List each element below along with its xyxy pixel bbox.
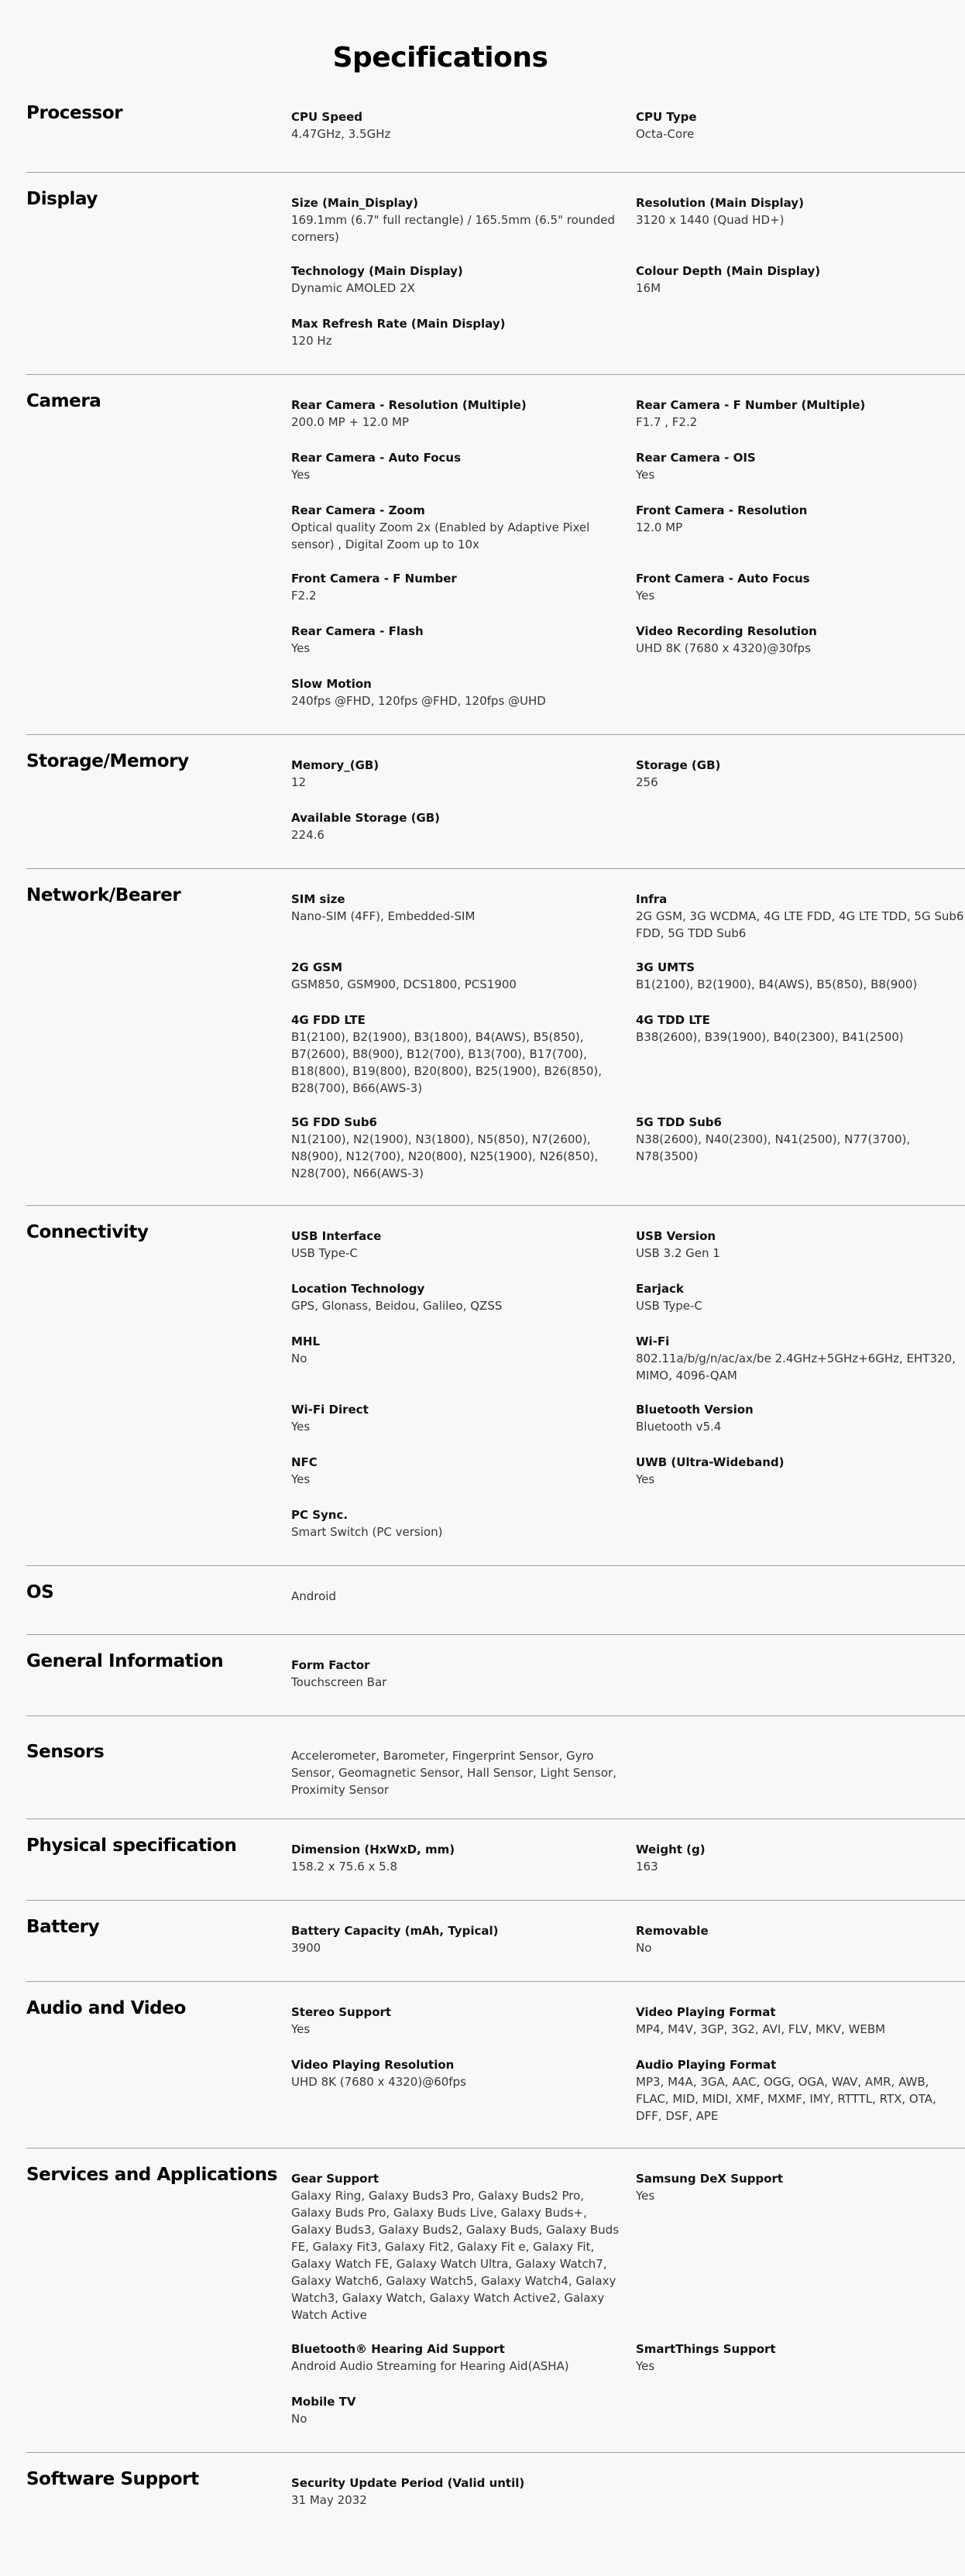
spec-label: Memory_(GB)	[291, 758, 379, 772]
spec-value: 4.47GHz, 3.5GHz	[291, 127, 391, 141]
spec-item	[291, 959, 636, 994]
spec-item	[636, 757, 965, 792]
spec-value: UHD 8K (7680 x 4320)@30fps	[636, 641, 811, 655]
spec-grid	[291, 1819, 965, 1900]
spec-section-services	[26, 2148, 965, 2452]
spec-item	[291, 1333, 636, 1384]
spec-label: Slow Motion	[291, 677, 372, 691]
spec-label: Infra	[636, 892, 668, 906]
section-title: Connectivity	[26, 1222, 149, 1242]
spec-item	[636, 959, 965, 994]
spec-label: Location Technology	[291, 1282, 425, 1296]
spec-section-software	[26, 2452, 965, 2533]
spec-item	[291, 757, 636, 792]
spec-grid	[291, 173, 965, 374]
spec-label: Removable	[636, 1924, 709, 1938]
spec-item	[636, 1228, 965, 1263]
spec-item	[291, 623, 636, 658]
spec-label: 3G UMTS	[636, 960, 695, 974]
spec-item	[291, 315, 636, 351]
spec-value: 3900	[291, 1941, 321, 1955]
spec-label: Video Playing Format	[636, 2005, 776, 2019]
spec-label: Rear Camera - Zoom	[291, 503, 425, 517]
spec-value: 31 May 2032	[291, 2493, 367, 2507]
section-title: Display	[26, 189, 98, 209]
spec-label: 2G GSM	[291, 960, 343, 974]
spec-label: USB Version	[636, 1229, 716, 1243]
spec-grid	[291, 735, 965, 868]
spec-grid	[291, 74, 965, 172]
spec-label: Samsung DeX Support	[636, 2172, 784, 2186]
spec-label: Dimension (HxWxD, mm)	[291, 1843, 455, 1856]
spec-label: Technology (Main Display)	[291, 264, 463, 278]
spec-value: 256	[636, 775, 658, 789]
spec-section-general	[26, 1634, 965, 1716]
spec-item	[636, 1280, 965, 1316]
spec-label: Rear Camera - Auto Focus	[291, 451, 462, 465]
spec-label: Wi-Fi	[636, 1334, 670, 1348]
section-title: Audio and Video	[26, 1998, 186, 2018]
spec-label: Rear Camera - OIS	[636, 451, 756, 465]
spec-label: Audio Playing Format	[636, 2058, 777, 2072]
spec-item	[291, 2056, 636, 2124]
spec-item	[291, 2475, 636, 2510]
spec-item	[636, 2056, 965, 2124]
spec-label: Bluetooth® Hearing Aid Support	[291, 2342, 505, 2356]
spec-section-audio_video	[26, 1981, 965, 2148]
spec-label: Mobile TV	[291, 2395, 356, 2409]
spec-value: MP4, M4V, 3GP, 3G2, AVI, FLV, MKV, WEBM	[636, 2022, 886, 2036]
spec-value: Yes	[291, 468, 311, 482]
spec-value: 163	[636, 1860, 658, 1874]
spec-item	[291, 1747, 636, 1798]
spec-value: Android	[291, 1589, 336, 1603]
spec-label: Video Recording Resolution	[636, 624, 817, 638]
spec-section-sensors	[26, 1716, 965, 1819]
spec-label: Gear Support	[291, 2172, 379, 2186]
section-title: Processor	[26, 103, 123, 123]
spec-grid	[291, 1716, 965, 1819]
spec-item	[291, 809, 636, 845]
section-title: Network/Bearer	[26, 885, 181, 905]
spec-value: USB Type-C	[291, 1246, 358, 1260]
spec-value: Yes	[291, 1472, 311, 1486]
spec-value: UHD 8K (7680 x 4320)@60fps	[291, 2075, 466, 2089]
spec-item	[636, 397, 965, 432]
spec-value: Yes	[636, 589, 655, 603]
spec-label: Front Camera - F Number	[291, 572, 457, 586]
spec-item	[291, 675, 636, 711]
spec-item	[291, 2341, 636, 2376]
spec-label: CPU Speed	[291, 110, 363, 124]
spec-value: Yes	[291, 641, 311, 655]
spec-item	[291, 1012, 636, 1097]
spec-label: Rear Camera - Flash	[291, 624, 424, 638]
spec-grid	[291, 375, 965, 734]
spec-item	[636, 194, 965, 246]
spec-item	[636, 2341, 965, 2376]
spec-value: Bluetooth v5.4	[636, 1420, 722, 1434]
spec-section-storage	[26, 734, 965, 868]
spec-item	[291, 502, 636, 553]
spec-item	[636, 570, 965, 606]
spec-grid	[291, 1635, 965, 1716]
spec-label: Wi-Fi Direct	[291, 1403, 369, 1417]
spec-item	[291, 1841, 636, 1877]
spec-label: Stereo Support	[291, 2005, 392, 2019]
spec-value: No	[291, 1352, 307, 1365]
spec-label: 4G TDD LTE	[636, 1013, 710, 1027]
spec-grid	[291, 1901, 965, 1981]
spec-label: Bluetooth Version	[636, 1403, 754, 1417]
spec-label: Available Storage (GB)	[291, 811, 441, 825]
spec-label: Video Playing Resolution	[291, 2058, 455, 2072]
section-title: Software Support	[26, 2469, 199, 2489]
spec-label: SIM size	[291, 892, 345, 906]
spec-item	[291, 1657, 636, 1692]
spec-section-physical	[26, 1819, 965, 1900]
spec-grid	[291, 2148, 965, 2452]
spec-value: GSM850, GSM900, DCS1800, PCS1900	[291, 977, 517, 991]
spec-item	[291, 1454, 636, 1489]
spec-item	[291, 1401, 636, 1437]
spec-value: 3120 x 1440 (Quad HD+)	[636, 213, 785, 227]
spec-grid	[291, 2453, 965, 2533]
spec-value: MP3, M4A, 3GA, AAC, OGG, OGA, WAV, AMR, AWB, FLAC, MID, MIDI, XMF, MXMF, IMY, RTTTL, RTX, OTA, DFF, DSF, APE	[636, 2075, 936, 2123]
spec-label: CPU Type	[636, 110, 697, 124]
spec-value: GPS, Glonass, Beidou, Galileo, QZSS	[291, 1299, 503, 1313]
spec-item	[291, 263, 636, 298]
spec-item	[291, 1228, 636, 1263]
spec-item	[636, 449, 965, 485]
spec-value: Yes	[291, 2022, 311, 2036]
spec-section-camera	[26, 374, 965, 734]
spec-value: N38(2600), N40(2300), N41(2500), N77(3700), N78(3500)	[636, 1132, 911, 1163]
section-title: Sensors	[26, 1742, 105, 1762]
spec-value: USB Type-C	[636, 1299, 702, 1313]
spec-value: Accelerometer, Barometer, Fingerprint Sensor, Gyro Sensor, Geomagnetic Sensor, Hall Sensor, Light Sensor, Proximity Sensor	[291, 1749, 616, 1797]
spec-item	[636, 108, 965, 144]
spec-label: MHL	[291, 1334, 321, 1348]
spec-item	[291, 449, 636, 485]
spec-item	[291, 1506, 636, 1542]
section-title: OS	[26, 1582, 54, 1602]
spec-label: Resolution (Main Display)	[636, 196, 804, 210]
spec-value: Smart Switch (PC version)	[291, 1525, 443, 1539]
spec-item	[291, 570, 636, 606]
spec-section-os	[26, 1565, 965, 1634]
spec-value: 224.6	[291, 828, 325, 842]
spec-label: Rear Camera - Resolution (Multiple)	[291, 398, 527, 412]
spec-label: 5G FDD Sub6	[291, 1115, 377, 1129]
spec-grid	[291, 1566, 965, 1634]
spec-item	[636, 891, 965, 942]
spec-section-battery	[26, 1900, 965, 1981]
spec-value: Android Audio Streaming for Hearing Aid(ASHA)	[291, 2359, 569, 2373]
spec-value: Yes	[636, 1472, 655, 1486]
spec-item	[291, 1588, 636, 1623]
spec-label: Size (Main_Display)	[291, 196, 418, 210]
spec-value: Optical quality Zoom 2x (Enabled by Adaptive Pixel sensor) , Digital Zoom up to 10x	[291, 520, 590, 551]
spec-label: USB Interface	[291, 1229, 382, 1243]
spec-label: SmartThings Support	[636, 2342, 776, 2356]
spec-value: 158.2 x 75.6 x 5.8	[291, 1860, 398, 1874]
spec-value: N1(2100), N2(1900), N3(1800), N5(850), N7(2600), N8(900), N12(700), N20(800), N25(1900), N26(850), N28(700), N66(AWS-3)	[291, 1132, 599, 1180]
spec-grid	[291, 1982, 965, 2148]
spec-value: 2G GSM, 3G WCDMA, 4G LTE FDD, 4G LTE TDD, 5G Sub6 FDD, 5G TDD Sub6	[636, 909, 964, 940]
spec-value: Yes	[291, 1420, 311, 1434]
spec-item	[291, 1114, 636, 1182]
spec-item	[291, 1280, 636, 1316]
spec-label: Security Update Period (Valid until)	[291, 2476, 525, 2490]
spec-item	[636, 1114, 965, 1182]
spec-grid	[291, 1206, 965, 1565]
spec-item	[291, 891, 636, 942]
spec-label: Front Camera - Resolution	[636, 503, 808, 517]
spec-label: NFC	[291, 1455, 318, 1469]
spec-value: 240fps @FHD, 120fps @FHD, 120fps @UHD	[291, 694, 546, 708]
spec-value: 12	[291, 775, 307, 789]
spec-item	[291, 194, 636, 246]
spec-item	[636, 1012, 965, 1097]
spec-value: 120 Hz	[291, 334, 332, 348]
spec-label: PC Sync.	[291, 1508, 349, 1522]
spec-label: UWB (Ultra-Wideband)	[636, 1455, 785, 1469]
spec-grid	[291, 869, 965, 1205]
spec-value: USB 3.2 Gen 1	[636, 1246, 720, 1260]
spec-value: Yes	[636, 468, 655, 482]
spec-value: F1.7 , F2.2	[636, 415, 698, 429]
spec-item	[291, 2004, 636, 2039]
page-title: Specifications	[332, 42, 548, 74]
spec-value: No	[291, 2412, 307, 2426]
spec-item	[636, 263, 965, 298]
spec-item	[291, 1922, 636, 1958]
spec-label: Weight (g)	[636, 1843, 706, 1856]
spec-value: B1(2100), B2(1900), B4(AWS), B5(850), B8(900)	[636, 977, 918, 991]
spec-item	[636, 623, 965, 658]
spec-label: 5G TDD Sub6	[636, 1115, 722, 1129]
spec-item	[636, 1333, 965, 1384]
section-title: Physical specification	[26, 1836, 237, 1856]
spec-label: Battery Capacity (mAh, Typical)	[291, 1924, 499, 1938]
spec-item	[636, 2004, 965, 2039]
spec-value: 169.1mm (6.7" full rectangle) / 165.5mm (6.5" rounded corners)	[291, 213, 616, 244]
section-title: Storage/Memory	[26, 751, 189, 771]
spec-item	[636, 1454, 965, 1489]
spec-item	[636, 1841, 965, 1877]
spec-label: 4G FDD LTE	[291, 1013, 366, 1027]
spec-value: Octa-Core	[636, 127, 695, 141]
spec-item	[636, 1922, 965, 1958]
section-title: Camera	[26, 391, 101, 411]
spec-label: Max Refresh Rate (Main Display)	[291, 317, 506, 331]
spec-value: Yes	[636, 2359, 655, 2373]
spec-value: B38(2600), B39(1900), B40(2300), B41(2500)	[636, 1030, 904, 1044]
spec-value: 12.0 MP	[636, 520, 683, 534]
section-title: Battery	[26, 1917, 100, 1937]
section-title: General Information	[26, 1651, 224, 1671]
spec-section-display	[26, 172, 965, 374]
spec-item	[291, 397, 636, 432]
spec-value: Dynamic AMOLED 2X	[291, 281, 415, 295]
spec-value: No	[636, 1941, 652, 1955]
spec-label: Rear Camera - F Number (Multiple)	[636, 398, 866, 412]
spec-section-processor	[26, 74, 965, 172]
spec-value: 16M	[636, 281, 661, 295]
specifications-list	[0, 74, 965, 2533]
spec-item	[636, 502, 965, 553]
section-title: Services and Applications	[26, 2165, 278, 2185]
spec-label: Form Factor	[291, 1658, 370, 1672]
spec-section-connectivity	[26, 1205, 965, 1565]
spec-value: B1(2100), B2(1900), B3(1800), B4(AWS), B5(850), B7(2600), B8(900), B12(700), B13(700), B17(700), B18(800), B19(800), B20(800), B25(1900), B26(850), B28(700), B66(AWS-3)	[291, 1030, 603, 1095]
spec-label: Earjack	[636, 1282, 684, 1296]
spec-value: 802.11a/b/g/n/ac/ax/be 2.4GHz+5GHz+6GHz, EHT320, MIMO, 4096-QAM	[636, 1352, 956, 1382]
spec-value: Nano-SIM (4FF), Embedded-SIM	[291, 909, 476, 923]
spec-item	[291, 2393, 636, 2429]
spec-value: Galaxy Ring, Galaxy Buds3 Pro, Galaxy Buds2 Pro, Galaxy Buds Pro, Galaxy Buds Live, Galaxy Buds+, Galaxy Buds3, Galaxy Buds2, Galaxy Buds, Galaxy Buds FE, Galaxy Fit3, Galaxy Fit2, Galaxy Fit e, Galaxy Fit, Galaxy Watch FE, Galaxy Watch Ultra, Galaxy Watch7, Galaxy Watch6, Galaxy Watch5, Galaxy Watch4, Galaxy Watch3, Galaxy Watch, Galaxy Watch Active2, Galaxy Watch Active	[291, 2189, 620, 2322]
spec-item	[636, 2170, 965, 2324]
spec-label: Storage (GB)	[636, 758, 721, 772]
spec-item	[636, 1401, 965, 1437]
spec-label: Front Camera - Auto Focus	[636, 572, 810, 586]
spec-value: F2.2	[291, 589, 317, 603]
spec-value: 200.0 MP + 12.0 MP	[291, 415, 409, 429]
spec-value: Yes	[636, 2189, 655, 2203]
spec-item	[291, 108, 636, 144]
spec-label: Colour Depth (Main Display)	[636, 264, 821, 278]
spec-item	[291, 2170, 636, 2324]
spec-section-network	[26, 868, 965, 1205]
spec-value: Touchscreen Bar	[291, 1675, 387, 1689]
